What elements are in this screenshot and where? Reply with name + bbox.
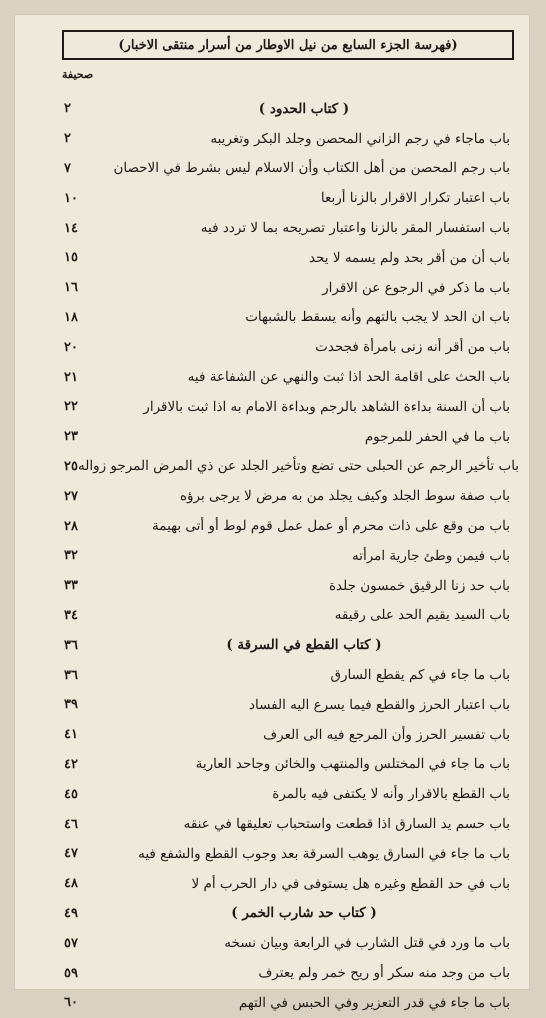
toc-page-number: ٣٩ — [64, 697, 78, 713]
toc-page-number: ٦٠ — [64, 995, 78, 1011]
toc-entry — [62, 481, 514, 511]
toc-section-heading — [62, 899, 514, 929]
chapter-title: باب ان الحد لا يجب بالتهم وأنه يسقط بالشبهات — [245, 309, 510, 326]
section-title: ( كتاب حد شارب الخمر ) — [231, 905, 377, 922]
toc-page-number: ٢٥ — [64, 458, 78, 474]
toc-entry — [62, 779, 514, 809]
chapter-title: باب ما جاء في السارق يوهب السرقة بعد وجوب القطع والشفع فيه — [138, 845, 510, 862]
toc-entry — [62, 154, 514, 184]
toc-page-number: ١٦ — [64, 280, 78, 296]
toc-page-number: ٣٦ — [64, 637, 78, 653]
chapter-title: باب اعتبار الحرز والقطع فيما يسرع اليه الفساد — [248, 696, 510, 713]
toc-page-number: ٤٨ — [64, 876, 78, 892]
chapter-title: باب اعتبار تكرار الاقرار بالزنا أربعا — [320, 190, 510, 207]
toc-entry — [62, 273, 514, 303]
toc-page-number: ٤١ — [64, 727, 78, 743]
toc-page-number: ٣٣ — [64, 578, 78, 594]
page-column-label: صحيفة — [62, 68, 94, 81]
toc-entry — [62, 720, 514, 750]
toc-entry — [62, 809, 514, 839]
toc-entry — [62, 660, 514, 690]
toc-page-number: ٤٩ — [64, 905, 78, 921]
toc-page-number: ٢٠ — [64, 339, 78, 355]
section-title: ( كتاب القطع في السرقة ) — [226, 637, 382, 654]
toc-page-number: ٢٨ — [64, 518, 78, 534]
chapter-title: باب ما جاء في المختلس والمنتهب والخائن وجاحد العارية — [195, 756, 510, 773]
chapter-title: باب أن من أقر بحد ولم يسمه لا يحد — [308, 249, 510, 266]
chapter-title: باب الحث على اقامة الحد اذا ثبت والنهي عن الشفاعة فيه — [187, 369, 510, 386]
toc-page-number: ١٨ — [64, 309, 78, 325]
toc-page-number: ٣٤ — [64, 607, 78, 623]
toc-entry — [62, 124, 514, 154]
toc-entry — [62, 839, 514, 869]
chapter-title: باب رجم المحصن من أهل الكتاب وأن الاسلام ليس بشرط في الاحصان — [113, 160, 510, 177]
toc-page-number: ١٤ — [64, 220, 78, 236]
chapter-title: باب في حد القطع وغيره هل يستوفى في دار الحرب أم لا — [191, 875, 510, 892]
toc-page-number: ٢٣ — [64, 429, 78, 445]
toc-entry — [62, 332, 514, 362]
toc-page-number: ٤٢ — [64, 756, 78, 772]
chapter-title: باب ما في الحفر للمرجوم — [364, 428, 510, 445]
chapter-title: باب السيد يقيم الحد على رقيقه — [334, 607, 510, 624]
toc-page-number: ١٥ — [64, 250, 78, 266]
chapter-title: باب ما جاء في قدر التعزير وفي الحبس في التهم — [238, 994, 510, 1011]
table-of-contents — [62, 94, 520, 1018]
chapter-title: باب من أقر أنه زنى بامرأة فجحدت — [315, 339, 510, 356]
toc-page-number: ٢٧ — [64, 488, 78, 504]
toc-page-number: ٥٩ — [64, 965, 78, 981]
toc-entry — [62, 750, 514, 780]
toc-page-number: ٤٧ — [64, 846, 78, 862]
chapter-title: باب فيمن وطئ جارية امرأته — [351, 547, 510, 564]
chapter-title: باب صفة سوط الجلد وكيف يجلد من به مرض لا يرجى برؤه — [179, 488, 510, 505]
toc-page-number: ٥٧ — [64, 935, 78, 951]
toc-section-heading — [62, 630, 514, 660]
chapter-title: باب تفسير الحرز وأن المرجع فيه الى العرف — [263, 726, 510, 743]
chapter-title: باب أن السنة بداءة الشاهد بالرجم وبداءة الامام به اذا ثبت بالاقرار — [143, 398, 510, 415]
toc-page-number: ٢ — [64, 131, 71, 147]
toc-page-number: ١٠ — [64, 190, 78, 206]
toc-entry — [62, 243, 514, 273]
toc-page-number: ٢١ — [64, 369, 78, 385]
toc-entry — [62, 183, 514, 213]
toc-entry — [62, 362, 514, 392]
toc-entry — [62, 541, 514, 571]
chapter-title: باب من وقع على ذات محرم أو عمل عمل قوم لوط أو أتى بهيمة — [152, 518, 510, 535]
toc-entry — [62, 988, 514, 1018]
toc-entry — [62, 869, 514, 899]
index-header-title: (فهرسة الجزء السابع من نيل الاوطار من أسرار منتقى الاخبار) — [118, 37, 458, 53]
toc-page-number: ٤٥ — [64, 786, 78, 802]
toc-entry — [62, 958, 514, 988]
chapter-title: باب ما جاء في كم يقطع السارق — [330, 667, 510, 684]
chapter-title: باب استفسار المقر بالزنا واعتبار تصريحه بما لا تردد فيه — [200, 220, 510, 237]
toc-page-number: ٢ — [64, 101, 71, 117]
toc-entry — [62, 213, 514, 243]
chapter-title: باب تأخير الرجم عن الحبلى حتى تضع وتأخير الجلد عن ذي المرض المرجو زواله — [77, 458, 520, 475]
toc-entry — [62, 928, 514, 958]
chapter-title: باب حسم يد السارق اذا قطعت واستحباب تعليقها في عنقه — [183, 816, 510, 833]
chapter-title: باب ماجاء في رجم الزاني المحصن وجلد البكر وتغريبه — [210, 130, 510, 147]
chapter-title: باب ما ورد في قتل الشارب في الرابعة وبيان نسخه — [224, 935, 510, 952]
toc-entry — [62, 452, 520, 482]
toc-page-number: ٣٦ — [64, 667, 78, 683]
chapter-title: باب من وجد منه سكر أو ريح خمر ولم يعترف — [258, 965, 510, 981]
toc-entry — [62, 601, 514, 631]
chapter-title: باب ما ذكر في الرجوع عن الاقرار — [322, 279, 510, 296]
toc-entry — [62, 571, 514, 601]
chapter-title: باب القطع بالاقرار وأنه لا يكتفى فيه بالمرة — [272, 786, 510, 803]
toc-page-number: ٤٦ — [64, 816, 78, 832]
toc-entry — [62, 511, 514, 541]
document-page — [14, 14, 530, 1011]
toc-entry — [62, 392, 514, 422]
index-header-box — [62, 30, 514, 60]
toc-page-number: ٢٢ — [64, 399, 78, 415]
toc-entry — [62, 422, 514, 452]
chapter-title: باب حد زنا الرقيق خمسون جلدة — [328, 577, 510, 594]
toc-entry — [62, 303, 514, 333]
section-title: ( كتاب الحدود ) — [258, 100, 350, 117]
toc-section-heading — [62, 94, 514, 124]
toc-page-number: ٣٢ — [64, 548, 78, 564]
toc-page-number: ٧ — [64, 160, 71, 176]
toc-entry — [62, 690, 514, 720]
